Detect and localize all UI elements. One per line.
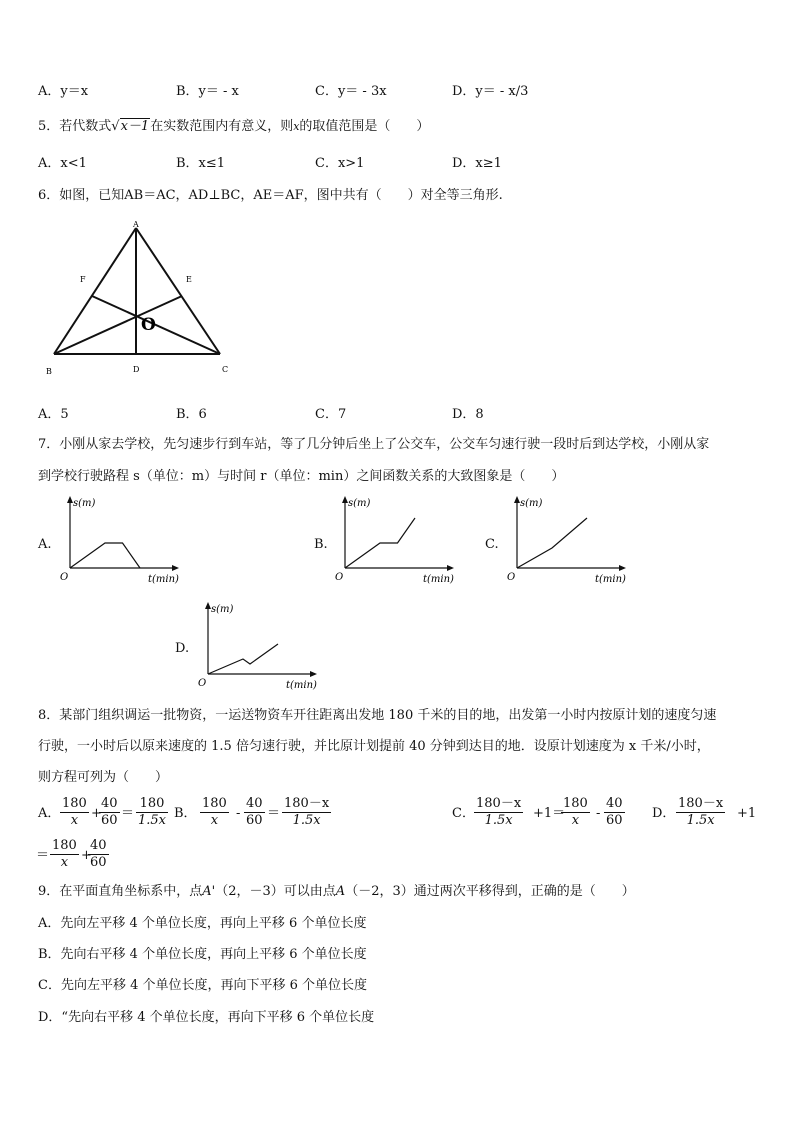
y-axis-label: s(m) — [73, 498, 96, 509]
equals-sign: ＝ — [267, 806, 281, 821]
frac-d3: $\frac{40}{60}$ — [90, 838, 107, 870]
label-d: D — [133, 365, 140, 374]
q9-option-a: A．先向左平移 4 个单位长度，再向上平移 6 个单位长度 — [38, 916, 367, 931]
equals-sign: ＝ — [36, 848, 50, 863]
q6-option-c: C．7 — [315, 407, 347, 422]
q9-option-b: B．先向右平移 4 个单位长度，再向上平移 6 个单位长度 — [38, 947, 367, 962]
graph-b — [330, 490, 460, 586]
plus-one-equals: +1＝ — [533, 806, 566, 821]
frac-c3: $\frac{40}{60}$ — [606, 796, 623, 828]
frac-b3: $\frac{180-x}{1.5x}$ — [284, 796, 330, 828]
q7-option-d: D. — [175, 641, 190, 656]
point-a: A — [335, 884, 346, 899]
y-axis-label: s(m) — [520, 498, 543, 509]
q8-option-a-label: A． — [38, 806, 61, 821]
q9-coord-2: （－2，3）通过两次平移得到，正确的是（ ） — [345, 884, 635, 899]
x-axis-label: t(min) — [286, 680, 317, 691]
label-b: B — [46, 367, 52, 376]
q8-line-2: 行驶，一小时后以原来速度的 1.5 倍匀速行驶，并比原计划提前 40 分钟到达目的地．设原计划速度为 x 千米/小时， — [38, 739, 710, 754]
q5-option-b: B．x≤1 — [176, 156, 226, 171]
plus-sign: + — [91, 806, 102, 821]
q5-prefix: 5．若代数式 — [38, 119, 112, 134]
x-axis-arrow — [172, 565, 179, 571]
q8-option-b-label: B． — [174, 806, 197, 821]
label-f: F — [80, 275, 86, 284]
x-axis-label: t(min) — [423, 574, 454, 585]
series-line — [70, 543, 140, 568]
frac-b2: $\frac{40}{60}$ — [246, 796, 263, 828]
origin-label: O — [60, 572, 69, 583]
q4-option-b: B．y＝ - x — [176, 84, 239, 99]
graph-d — [193, 596, 323, 692]
q5-option-d: D．x≥1 — [452, 156, 502, 171]
origin-label: O — [507, 572, 516, 583]
x-axis-arrow — [447, 565, 454, 571]
origin-label: O — [335, 572, 344, 583]
x-axis-arrow — [619, 565, 626, 571]
q7-line-1: 7．小刚从家去学校，先匀速步行到车站，等了几分钟后坐上了公交车，公交车匀速行驶一段时后到达学校，小刚从家 — [38, 437, 710, 452]
q5-middle: 在实数范围内有意义，则 — [150, 119, 294, 134]
series-line — [208, 644, 278, 674]
graph-c — [502, 490, 632, 586]
series-line — [345, 518, 415, 568]
q8-line-3: 则方程可列为（ ） — [38, 770, 169, 785]
q6-triangle-figure — [38, 218, 238, 378]
q8-option-c-label: C． — [452, 806, 475, 821]
series-line — [517, 518, 587, 568]
y-axis-label: s(m) — [211, 604, 234, 615]
plus-one: +1 — [737, 806, 757, 821]
q4-option-c: C．y＝ - 3x — [315, 84, 387, 99]
q9-text-pre: 9．在平面直角坐标系中，点 — [38, 884, 203, 899]
origin-label: O — [198, 678, 207, 689]
frac-c2: $\frac{180}{x}$ — [563, 796, 588, 828]
q7-option-a: A. — [38, 537, 52, 552]
q9-coord-1: （2，－3）可以由点 — [215, 884, 336, 899]
x-axis-arrow — [310, 671, 317, 677]
q6-option-a: A．5 — [38, 407, 69, 422]
q5-var: x — [293, 120, 300, 133]
q5-stem — [38, 119, 429, 135]
frac-c1: $\frac{180-x}{1.5x}$ — [476, 796, 522, 828]
label-c: C — [222, 365, 229, 374]
q5-option-c: C．x>1 — [315, 156, 365, 171]
minus-sign: - — [596, 806, 601, 821]
label-e: E — [186, 275, 192, 284]
q4-option-a: A．y＝x — [38, 84, 89, 99]
q9-option-c: C．先向左平移 4 个单位长度，再向下平移 6 个单位长度 — [38, 978, 368, 993]
frac-b1: $\frac{180}{x}$ — [202, 796, 227, 828]
graph-a — [55, 490, 185, 586]
point-a-prime: A' — [202, 884, 216, 899]
q7-option-c: C. — [485, 537, 499, 552]
q4-option-d: D．y＝ - x/3 — [452, 84, 529, 99]
label-a: A — [133, 220, 139, 229]
q6-option-d: D．8 — [452, 407, 484, 422]
q8-option-d-label: D． — [652, 806, 676, 821]
q6-stem: 6．如图，已知AB＝AC，AD⊥BC，AE＝AF，图中共有（ ）对全等三角形. — [38, 188, 503, 203]
q5-radicand: x－1 — [120, 119, 150, 134]
q7-line-2: 到学校行驶路程 s（单位：m）与时间 r（单位：min）之间函数关系的大致图象是（ ） — [38, 469, 565, 484]
label-o: O — [141, 315, 156, 335]
q5-suffix: 的取值范围是（ ） — [299, 119, 430, 134]
frac-a3: $\frac{180}{1.5x}$ — [138, 796, 167, 828]
equals-sign: ＝ — [121, 806, 135, 821]
q7-option-b: B. — [314, 537, 328, 552]
plus-sign: + — [81, 848, 92, 863]
frac-a1: $\frac{180}{x}$ — [62, 796, 87, 828]
frac-d1: $\frac{180-x}{1.5x}$ — [678, 796, 724, 828]
q5-option-a: A．x<1 — [38, 156, 87, 171]
q8-line-1: 8．某部门组织调运一批物资，一运送物资车开往距离出发地 180 千米的目的地，出发第一小时内按原计划的速度匀速 — [38, 708, 717, 723]
minus-sign: - — [236, 806, 241, 821]
q9-stem — [38, 884, 635, 900]
x-axis-label: t(min) — [148, 574, 179, 585]
x-axis-label: t(min) — [595, 574, 626, 585]
q9-option-d: D．“先向右平移 4 个单位长度，再向下平移 6 个单位长度 — [38, 1010, 375, 1025]
y-axis-label: s(m) — [348, 498, 371, 509]
frac-a2: $\frac{40}{60}$ — [101, 796, 118, 828]
frac-d2: $\frac{180}{x}$ — [52, 838, 77, 870]
sqrt-symbol: √x－1 — [111, 119, 150, 134]
q6-option-b: B．6 — [176, 407, 207, 422]
